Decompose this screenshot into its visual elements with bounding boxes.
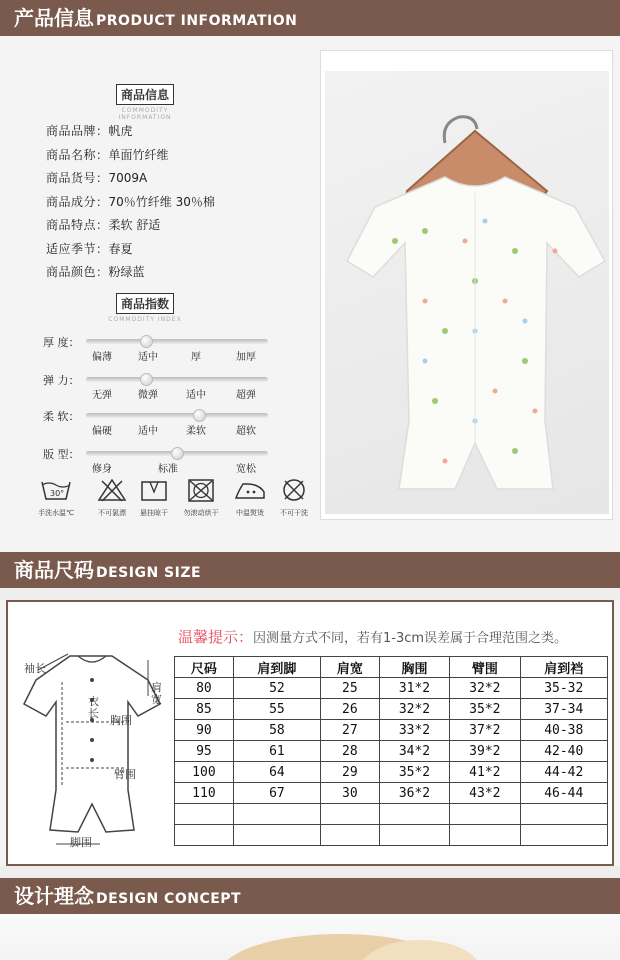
concept-banner [0,878,620,914]
size-tip [178,626,567,647]
size-cell: 35*2 [450,699,520,720]
size-table [174,656,608,846]
product-info-banner [0,0,620,36]
info-label: 商品成分： [46,194,109,209]
info-row [46,169,147,186]
info-subtitle: COMMODITY INFORMATION [118,107,172,121]
size-cell [520,825,607,846]
index-track [86,339,268,344]
index-label: 弹 力： [43,374,80,387]
index-tick-label: 偏硬 [92,426,112,437]
size-cell [320,804,379,825]
no-tumble-dry-icon [186,478,216,502]
index-tick-label: 微弹 [138,390,158,401]
size-cell: 80 [175,678,234,699]
hand-wash-badge: 30° [50,489,65,498]
banner-title-en: DESIGN SIZE [96,565,202,581]
index-tick-label: 修身 [92,464,112,475]
info-label: 商品颜色： [46,265,109,279]
care-label-no-tumble: 勿滚动烘干 [183,509,219,517]
banner-title-cn: 设计理念 [14,884,94,908]
size-cell: 61 [233,741,320,762]
romper-image [325,71,609,514]
size-cell [450,825,520,846]
size-cell: 28 [320,741,379,762]
diagram-label-chest: 胸围 [110,714,132,727]
size-cell: 52 [233,678,320,699]
index-tick-label: 适中 [138,426,158,437]
size-cell: 100 [175,762,234,783]
index-tick-label: 超软 [236,426,256,437]
info-value: 粉绿蓝 [108,265,145,279]
banner-title-en: DESIGN CONCEPT [96,891,242,907]
size-cell [175,825,234,846]
size-cell: 41*2 [450,762,520,783]
size-cell [320,825,379,846]
info-value: 帆虎 [108,124,133,138]
size-cell [175,804,234,825]
size-cell: 39*2 [450,741,520,762]
size-cell: 64 [233,762,320,783]
size-cell [450,804,520,825]
info-row [46,122,133,139]
size-cell: 43*2 [450,783,520,804]
size-cell: 26 [320,699,379,720]
info-label: 商品品牌： [46,124,109,138]
size-cell: 58 [233,720,320,741]
size-table-header [175,657,608,678]
info-section-title [100,84,190,121]
size-cell: 25 [320,678,379,699]
diagram-label-arm: 臂围 [114,768,136,781]
info-value: 单面竹纤维 [108,147,169,162]
index-tick-label: 偏薄 [92,352,112,363]
banner-title-cn: 产品信息 [14,6,94,30]
table-row [175,720,608,741]
index-tick-label: 适中 [186,390,206,401]
size-cell: 55 [233,699,320,720]
info-value: 春夏 [108,241,133,256]
table-row [175,783,608,804]
size-cell: 37*2 [450,720,520,741]
diagram-label-shoulder: 肩宽 [151,681,162,706]
size-header-cell: 胸围 [379,657,449,678]
index-knob [171,447,184,460]
index-label: 柔 软： [43,410,80,423]
size-cell: 31*2 [379,678,449,699]
table-row [175,699,608,720]
care-label-hand-wash: 手洗水温℃ [38,509,74,517]
care-label-no-bleach: 不可氯漂 [98,509,126,517]
banner-title-en: PRODUCT INFORMATION [96,13,298,29]
index-subtitle: COMMODITY INDEX [108,316,182,323]
size-cell: 33*2 [379,720,449,741]
diagram-label-leg: 脚围 [70,836,92,849]
size-header-cell: 肩到裆 [520,657,607,678]
size-cell: 37-34 [520,699,607,720]
size-cell: 29 [320,762,379,783]
diagram-label-length: 衣长 [88,695,99,720]
index-tick-label: 宽松 [236,464,256,475]
no-bleach-icon [97,478,127,502]
index-tick-label: 无弹 [92,390,112,401]
table-row [175,825,608,846]
size-cell: 46-44 [520,783,607,804]
index-track [86,413,268,418]
index-label: 厚 度： [43,336,80,349]
size-cell: 36*2 [379,783,449,804]
info-title: 商品信息 [116,84,174,105]
table-row [175,678,608,699]
table-row [175,804,608,825]
size-cell: 34*2 [379,741,449,762]
concept-photo [0,914,620,960]
size-banner [0,552,620,588]
size-header-cell: 肩宽 [320,657,379,678]
index-tick-label: 超弹 [236,390,256,401]
no-dry-clean-icon [279,478,309,502]
care-no-dry-clean [264,478,324,518]
tip-highlight: 温馨提示： [178,628,254,646]
table-row [175,741,608,762]
size-cell [520,804,607,825]
info-value: 柔软 舒适 [108,218,161,232]
index-knob [140,335,153,348]
info-label: 商品名称： [46,147,109,162]
info-value: 70％竹纤维 30％棉 [108,194,215,209]
index-knob [193,409,206,422]
index-track [86,377,268,382]
size-cell: 35-32 [520,678,607,699]
size-cell: 85 [175,699,234,720]
size-cell: 44-42 [520,762,607,783]
care-label-medium-iron: 中温熨烫 [236,509,264,517]
size-cell: 110 [175,783,234,804]
info-row [46,216,160,233]
index-tick-label: 适中 [138,352,158,363]
diagram-label-sleeve: 袖长 [24,662,46,675]
size-cell: 90 [175,720,234,741]
info-row [46,240,133,257]
size-cell: 67 [233,783,320,804]
care-label-hang-dry: 悬挂晾干 [140,509,168,517]
size-cell: 30 [320,783,379,804]
index-label: 版 型： [43,448,80,461]
index-tick-label: 厚 [191,352,201,363]
info-row [46,146,169,163]
info-row [46,263,145,280]
size-cell: 35*2 [379,762,449,783]
info-label: 商品货号： [46,171,109,185]
size-cell: 32*2 [450,678,520,699]
index-section-title [100,293,190,323]
size-cell: 27 [320,720,379,741]
care-label-no-dry-clean: 不可干洗 [280,509,308,517]
index-tick-label: 柔软 [186,426,206,437]
index-tick-label: 标准 [158,464,178,475]
size-cell [379,825,449,846]
medium-iron-icon [233,478,267,502]
index-tick-label: 加厚 [236,352,256,363]
size-cell [233,825,320,846]
index-knob [140,373,153,386]
tip-text: 因测量方式不同，若有1-3cm误差属于合理范围之类。 [253,631,568,646]
hand-wash-icon [39,478,73,502]
care-hand-wash [26,478,86,518]
index-title: 商品指数 [116,293,174,314]
size-header-cell: 肩到脚 [233,657,320,678]
product-photo [320,50,613,520]
size-cell: 40-38 [520,720,607,741]
size-cell: 32*2 [379,699,449,720]
info-row [46,193,215,210]
size-header-cell: 尺码 [175,657,234,678]
size-cell [233,804,320,825]
size-cell: 42-40 [520,741,607,762]
info-label: 适应季节： [46,241,109,256]
table-row [175,762,608,783]
info-label: 商品特点： [46,218,109,232]
hang-dry-icon [139,478,169,502]
banner-title-cn: 商品尺码 [14,558,94,582]
size-header-cell: 臂围 [450,657,520,678]
info-value: 7009A [108,171,148,185]
size-cell: 95 [175,741,234,762]
size-cell [379,804,449,825]
